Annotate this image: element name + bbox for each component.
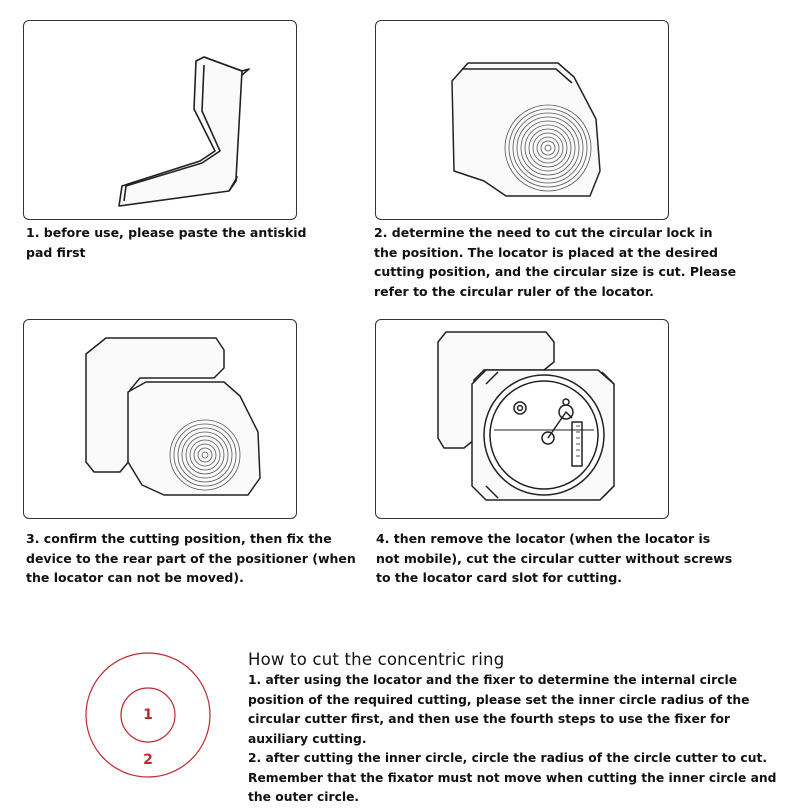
concentric-ring-title: How to cut the concentric ring bbox=[248, 650, 505, 669]
step-3-illustration bbox=[23, 319, 297, 519]
step-1-caption: 1. before use, please paste the antiskid pad first bbox=[26, 225, 307, 260]
step-4-caption: 4. then remove the locator (when the locator is not mobile), cut the circular cutter without screws to the locator card slot for cutting. bbox=[376, 531, 733, 585]
step-3-caption: 3. confirm the cutting position, then fix the device to the rear part of the positioner (when the locator can not be moved). bbox=[26, 531, 356, 585]
locator-drawing bbox=[376, 21, 668, 219]
instruction-paragraph-1: 1. after using the locator and the fixer to determine the internal circle position of the required cutting, please set the inner circle radius of the circular cutter first, and then use the fourth steps to use the fixer for auxiliary cutting. bbox=[248, 673, 750, 746]
step-4-illustration bbox=[375, 319, 669, 519]
instruction-paragraph-2: 2. after cutting the inner circle, circle the radius of the circle cutter to cut. Remember that the fixator must not move when cutting the inner circle and the outer circle. bbox=[248, 751, 777, 804]
inner-circle-label: 1 bbox=[143, 707, 153, 723]
concentric-ring-diagram bbox=[80, 640, 220, 790]
antiskid-pad-drawing bbox=[24, 21, 296, 219]
positioner-fixed-drawing bbox=[24, 320, 296, 518]
concentric-ring-instructions bbox=[248, 650, 788, 808]
outer-circle-label: 2 bbox=[143, 752, 153, 768]
circle-cutter-drawing bbox=[376, 320, 668, 518]
step-2-illustration bbox=[375, 20, 669, 220]
step-2-caption: 2. determine the need to cut the circular lock in the position. The locator is placed at the desired cutting position, and the circular size is cut. Please refer to the circular ruler of the locator. bbox=[374, 225, 737, 299]
step-1-illustration bbox=[23, 20, 297, 220]
